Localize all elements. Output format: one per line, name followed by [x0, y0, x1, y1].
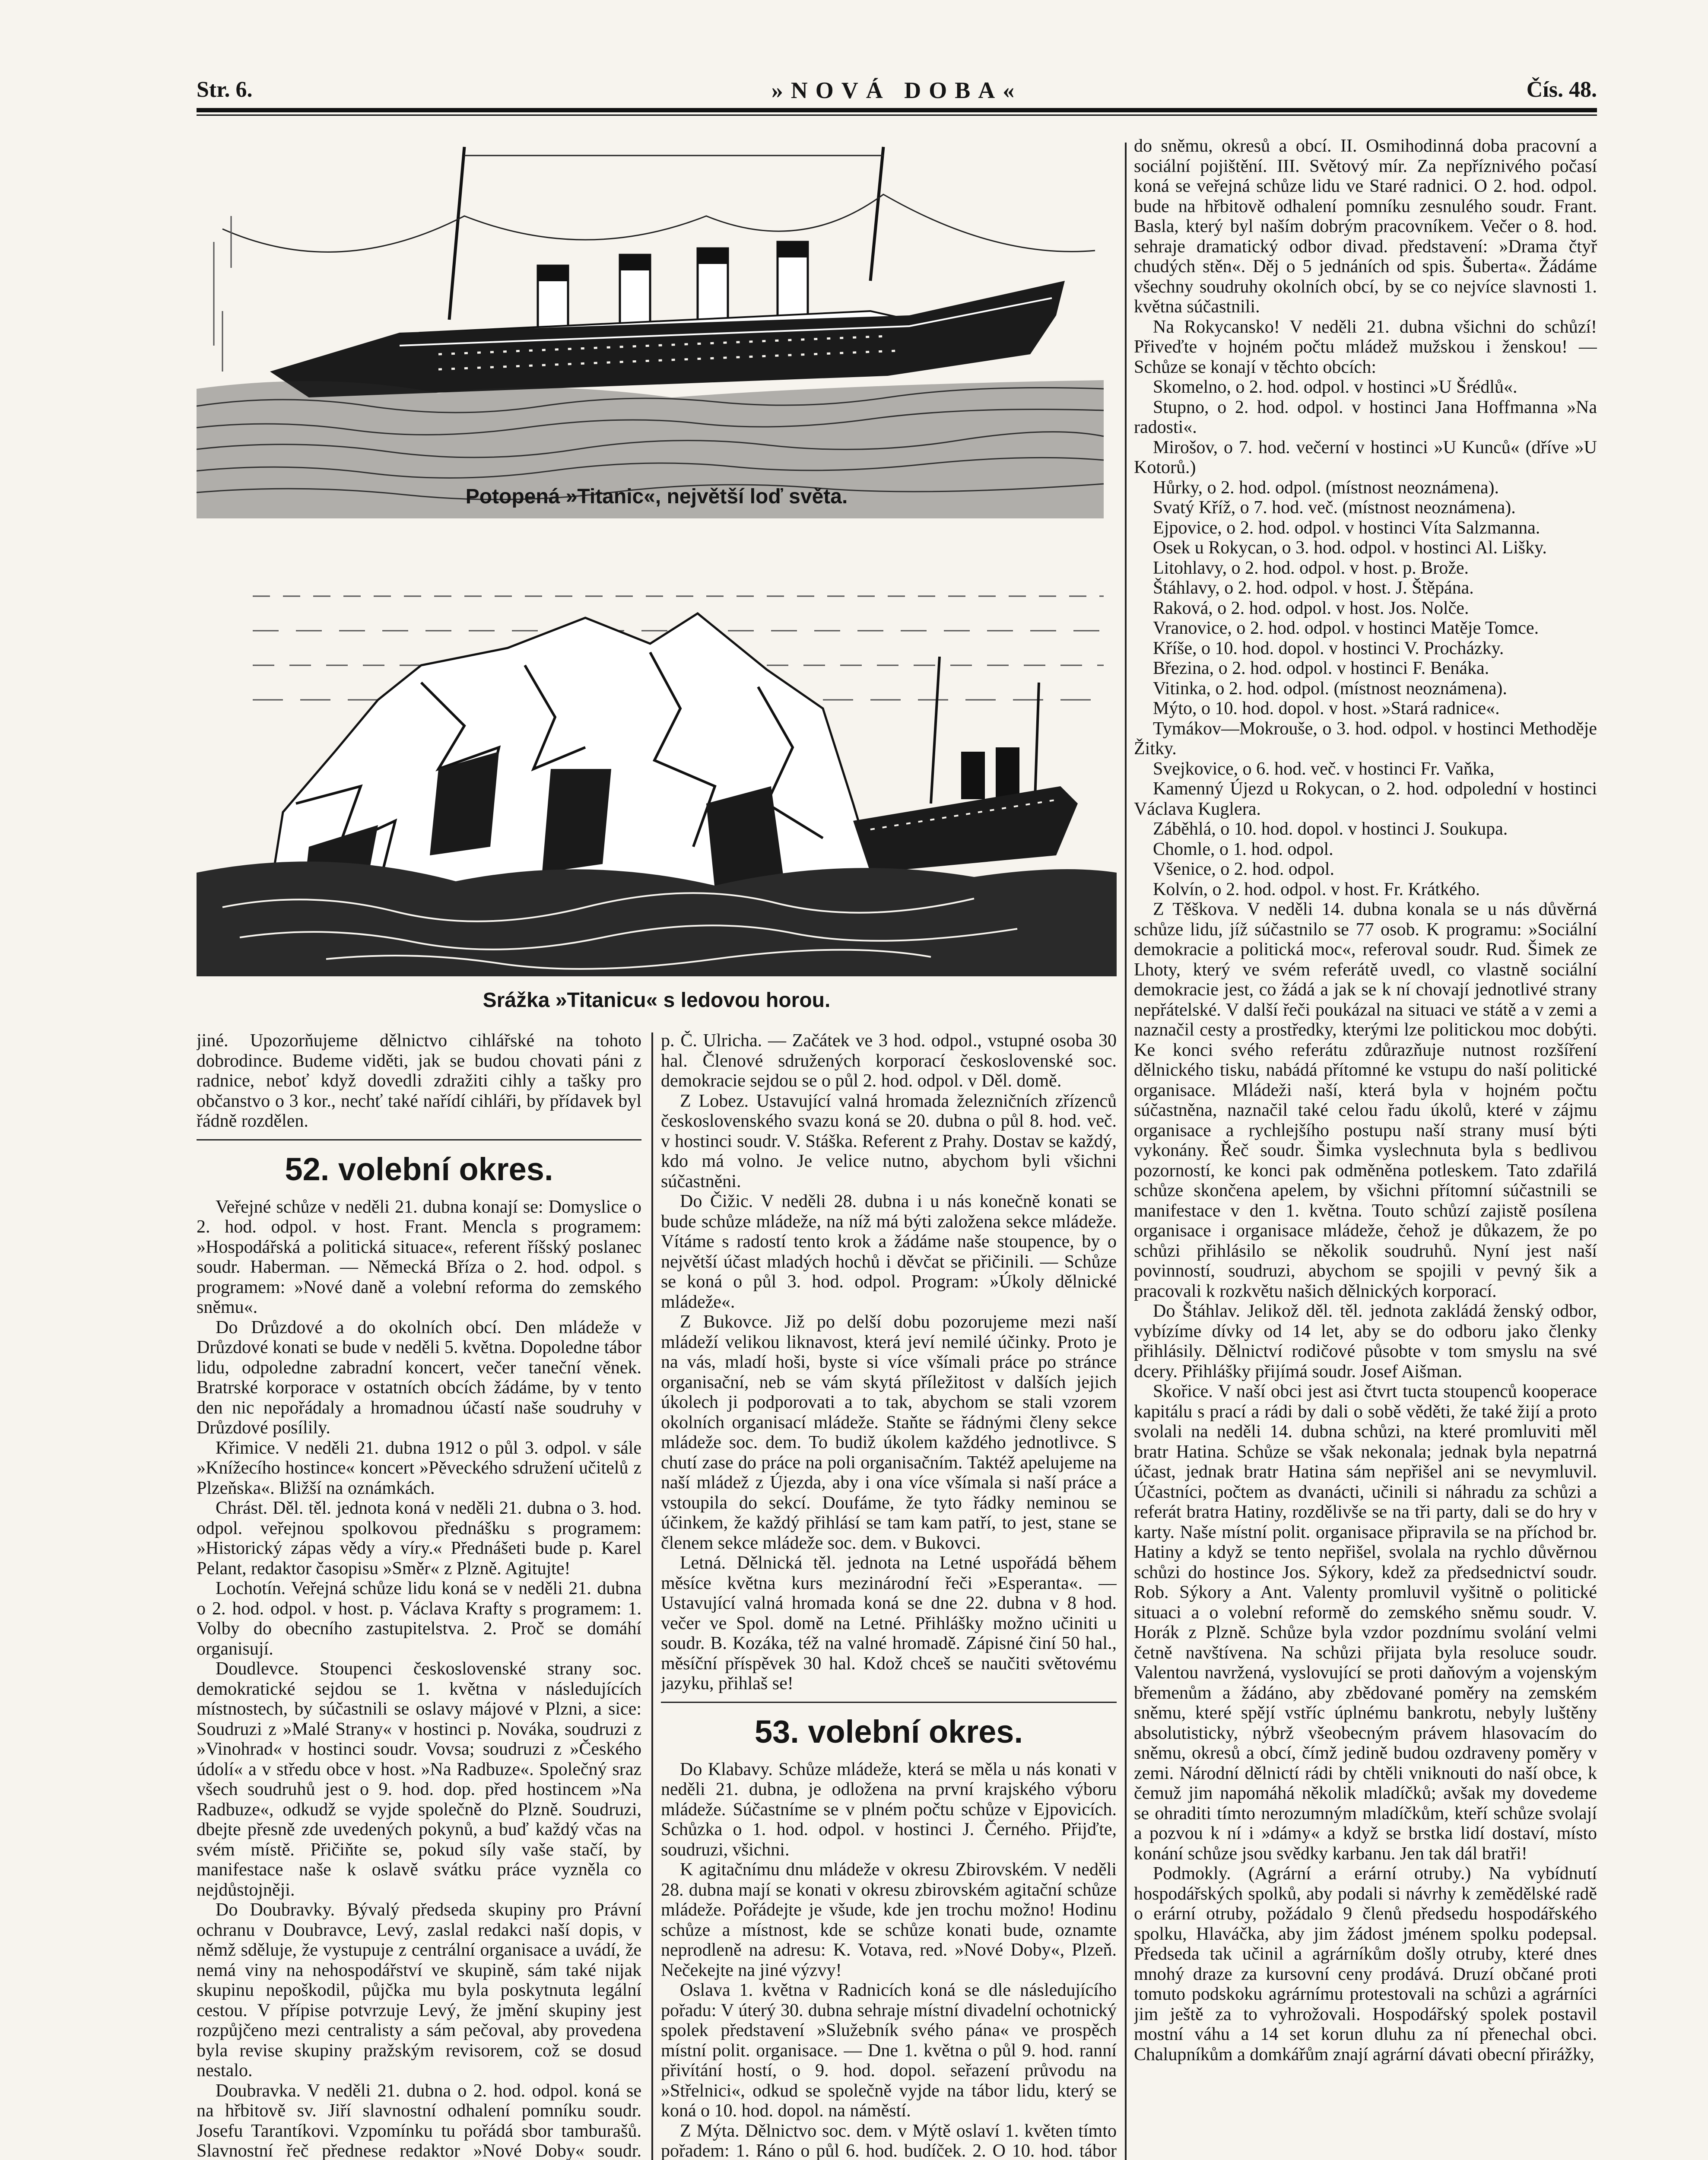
- titanic-ship-drawing: [197, 130, 1117, 518]
- article-continuation: p. Č. Ulricha. — Začátek ve 3 hod. odpol., vstupné osoba 30 hal. Členové sdružených korporací československé soc. demokracie sejdou se o půl 2. hod. odpol. v Děl. domě.: [661, 1031, 1117, 1091]
- iceberg-collision-drawing: [197, 544, 1117, 976]
- meeting-list-item: Kříše, o 10. hod. dopol. v hostinci V. Procházky.: [1153, 638, 1504, 658]
- section-heading-53: 53. volební okres.: [754, 1713, 1023, 1750]
- page-header: [197, 77, 1597, 111]
- meeting-list-item: Svatý Kříž, o 7. hod. več. (místnost neoznámena).: [1153, 498, 1516, 518]
- article-krimice: Křimice. V neděli 21. dubna 1912 o půl 3. odpol. v sále »Knížecího hostince« koncert »Pěveckého sdružení učitelů z Plzeňska«. Bližší na oznámkách.: [197, 1438, 641, 1498]
- meeting-list-item: Mirošov, o 7. hod. večerní v hostinci »U Kunců« (dříve »U Kotorů.): [1134, 437, 1597, 477]
- article-teskov: Z Těškova. V neděli 14. dubna konala se u nás důvěrná schůze lidu, jíž súčastnilo se 77 osob. K programu: »Sociální demokracie a politická moc«, referoval soudr. Rud. Šimek ze Lhoty, který ve svém referátě uvedl, co vlastně sociální demokracie jest, co žádá a jak se k ní chovají jednotlivé strany nepřátelské. V další řeči poukázal na situaci ve státě a v zemi a naznačil cesty a prostředky, kterými lze politickou moc dobýti. Ke konci svého referátu zdůrazňuje nutnost rozšíření dělnického tisku, nabádá přítomné ke vstupu do naší politické organisace. Mládeži naší, která byla v hojném počtu súčastněna, naznačil také celou řadu úkolů, které v zájmu organisace a rychlejšího postupu naší strany musí býti vykonány. Řeč soudr. Šimka vyslechnuta byla s bedlivou pozorností, ke konci pak odměněna potleskem. Tato zdařilá schůze skončena apelem, by všichni přítomní súčastnili se manifestace v den 1. května. Touto schůzí zajistě posílena organisace i organisace mládeže, čehož je důkazem, že po schůzi přihlásilo se několik soudruhů. Nyní jest naší povinností, soudruzi, abychom se spojili v pevný šik a pracovali k rozkvětu našich dělnických korporací.: [1134, 899, 1597, 1301]
- meeting-list-item: Mýto, o 10. hod. dopol. v host. »Stará radnice«.: [1153, 699, 1500, 718]
- article-druzdova: Do Drůzdové a do okolních obcí. Den mládeže v Drůzdové konati se bude v neděli 5. května. Dopoledne tábor lidu, odpoledne zabradní koncert, večer taneční věnek. Bratrské korporace v ostatních obcích žádáme, by v tento den nic nepořádaly a hromadnou účastí naše soudruhy v Drůzdové posílily.: [197, 1317, 641, 1438]
- article-cizic: Do Čižic. V neděli 28. dubna i u nás konečně konati se bude schůze mládeže, na níž má býti založena sekce mládeže. Vítáme s radostí tento krok a žádáme naše stoupence, by o největší účast mladých hochů i děvčat se přičinili. — Schůze se koná o půl 3. hod. odpol. Program: »Úkoly dělnické mládeže«.: [661, 1191, 1117, 1312]
- column-right: [1134, 136, 1597, 2160]
- meeting-list-item: Litohlavy, o 2. hod. odpol. v host. p. Brože.: [1153, 558, 1469, 578]
- article-lochotin: Lochotín. Veřejná schůze lidu koná se v neděli 21. dubna o 2. hod. odpol. v host. p. Václava Krafty s programem: 1. Volby do obecního zastupitelstva. 2. Proč se domáhí organisují.: [197, 1579, 641, 1659]
- page-number: Str. 6.: [197, 77, 253, 102]
- article-klabava: Do Klabavy. Schůze mládeže, která se měla u nás konati v neděli 21. dubna, je odložena na první krajského výboru mládeže. Súčastníme se v plném počtu schůze v Ejpovicích. Schůzka o 1. hod. odpol. v hostinci J. Černého. Přijďte, soudruzi, všichni.: [661, 1759, 1117, 1860]
- article-podmokly: Podmokly. (Agrární a erární otruby.) Na vybídnutí hospodářských spolků, aby podali si návrhy k zemědělské radě o erární otruby, požádalo 9 členů předsedu hospodářského spolku, Hlaváčka, aby jim žádost jménem spolku podepsal. Předseda tak učinil a agrárníkům došly otruby, které dnes mnohý draze za kursovní ceny prodává. Druzí občané proti tomuto podskoku agrárnímu protestovali na schůzi a agrárníci jim ještě za to vyhrožovali. Hospodářský spolek postavil mostní váhu a 14 set korun dluhu za ní přenechal obci. Chalupníkům a domkářům znají agrární dávati obecní přirážky,: [1134, 1864, 1597, 2065]
- article-rokycansko: Na Rokycansko! V neděli 21. dubna všichni do schůzí! Přiveďte v hojném počtu mládež mužskou i ženskou! — Schůze se konají v těchto obcích:: [1134, 317, 1597, 377]
- meeting-list-item: Skomelno, o 2. hod. odpol. v hostinci »U Šrédlů«.: [1153, 377, 1518, 397]
- meeting-list-item: Vranovice, o 2. hod. odpol. v hostinci Matěje Tomce.: [1153, 618, 1539, 638]
- article-letna: Letná. Dělnická těl. jednota na Letné uspořádá během měsíce května kurs mezinárodní řeči »Esperanta«. — Ustavující valná hromada koná se dne 22. dubna v 8 hod. večer ve Spol. domě na Letné. Přihlášky možno učiniti u soudr. B. Kozáka, též na valné hromadě. Zápisné činí 50 hal., měsíční příspěvek 30 hal. Kdož chceš se naučiti světovému jazyku, přihlaš se!: [661, 1553, 1117, 1693]
- meeting-list-item: Všenice, o 2. hod. odpol.: [1153, 859, 1334, 879]
- section-heading-52: 52. volební okres.: [285, 1151, 553, 1187]
- article-lobez: Z Lobez. Ustavující valná hromada železničních zřízenců československého svazu koná se 20. dubna o půl 8. hod. več. v hostinci soudr. V. Stáška. Referent z Prahy. Dostav se každý, kdo má volno. Je velice nutno, abychom byli všichni súčastněni.: [661, 1091, 1117, 1191]
- section-rule: [197, 1139, 641, 1140]
- column-divider-left: [651, 1032, 653, 2160]
- article-do-doubravky: Do Doubravky. Bývalý předseda skupiny pro Právní ochranu v Doubravce, Levý, zaslal redakci naší dopis, v němž sděluje, že vystupuje z centrální organisace a uvádí, že nemá viny na nehospodářství ve skupině, sám také nijak skupinu nepoškodil, půjčka mu byla poskytnuta legální cestou. V přípise potvrzuje Levý, že jmění skupiny jest rozpůjčeno mezi centralisty a sám pečoval, aby provedena byla revise skupiny pražským revisorem, což se dosud nestalo.: [197, 1900, 641, 2081]
- meeting-list-item: Svejkovice, o 6. hod. več. v hostinci Fr. Vaňka,: [1153, 759, 1495, 779]
- meeting-list-item: Raková, o 2. hod. odpol. v host. Jos. Nolče.: [1153, 598, 1469, 618]
- article-myto: Z Mýta. Dělnictvo soc. dem. v Mýtě oslaví 1. květen tímto pořadem: 1. Ráno o půl 6. hod. budíček. 2. O 10. hod. tábor: [661, 2121, 1117, 2160]
- article-stahlavy: Do Štáhlav. Jelikož děl. těl. jednota zakládá ženský odbor, vybízíme dívky od 14 let, aby se do odboru jako členky přihlásily. Dělnictví rodičové působte v tom smyslu na své dcery. Přihlášky přijímá soudr. Josef Aišman.: [1134, 1301, 1597, 1382]
- issue-number: Čís. 48.: [1526, 77, 1597, 102]
- meeting-list-item: Březina, o 2. hod. odpol. v hostinci F. Benáka.: [1153, 658, 1489, 678]
- article-chrast: Chrást. Děl. těl. jednota koná v neděli 21. dubna o 3. hod. odpol. veřejnou spolkovou přednášku s programem: »Historický zápas vědy a víry.« Přednášeti bude p. Karel Pelant, redaktor časopisu »Směr« z Plzně. Agitujte!: [197, 1498, 641, 1579]
- column-divider-right: [1125, 143, 1127, 2160]
- header-rule: [197, 108, 1597, 112]
- column-middle: [661, 1031, 1117, 2160]
- section-rule: [661, 1702, 1117, 1703]
- meeting-list-item: Tymákov—Mokrouše, o 3. hod. odpol. v hostinci Methoděje Žitky.: [1134, 718, 1597, 759]
- article-skorice: Skořice. V naší obci jest asi čtvrt tucta stoupenců kooperace kapitálu s prací a rádi by dali o sobě věděti, že také žijí a proto svolali na neděli 14. dubna schůzi, na které promluviti měl bratr Hatina. Schůze se však nekonala; jednak byla nepatrná účast, jednak bratr Hatina sám nepřišel ani se nevymluvil. Účastníci, počtem as dvanácti, učinili si náhradu za schůzi a referát bratra Hatiny, rozdělivše se na tři party, dali se do hry v karty. Naše místní polit. organisace připravila se na příchod br. Hatiny a když se tento nepřišel, svolala na rychlo důvěrnou schůzi do hostince Jos. Sýkory, kdež za předsednictví soudr. Rob. Sýkory a Ant. Valenty promluvil vyšitně o politické situaci a o volební reformě do zemského sněmu soudr. V. Horák z Plzně. Schůze byla vzdor pozdnímu svolání velmi četně navštívena. Na schůzi přijata byla resoluce soudr. Valentou navržená, vyslovující se proti daňovým a vojenským břemenům a žádáno, aby zbědované poměry na zemském sněmu, které spějí vstříc úplnému bankrotu, nebyly luštěny absolutisticky, nýbrž všeobecným právem hlasovacím do sněmu, okresů a obcí, čímž jedině budou ozdraveny poměry v zemi. Národní dělnictí rádi by chtěli vniknouti do naší obce, k čemuž jim napomáhá několik mladíčků; avšak my dovedeme se ohraditi tímto nerozumným mladíčkům, kteří schůze svolají a pozvou k ní i »dámy« a když se brstka lidí dostaví, místo konání schůze jsou svědky karbanu. Jen tak dál bratři!: [1134, 1382, 1597, 1864]
- article-radnice: Oslava 1. května v Radnicích koná se dle následujícího pořadu: V úterý 30. dubna sehraje místní divadelní ochotnický spolek představení »Služebník svého pána« ve prospěch místní polit. organisace. — Dne 1. května o půl 9. hod. ranní přivítání hostí, o 9. hod. dopol. seřazení průvodu na »Střelnici«, odkud se společně vyjde na tábor lidu, který se koná o 10. hod. dopol. na náměstí.: [661, 1980, 1117, 2121]
- header-rule-thin: [197, 114, 1597, 116]
- newspaper-title: »NOVÁ DOBA«: [771, 77, 1022, 103]
- iceberg-caption: Srážka »Titanicu« s ledovou horou.: [483, 989, 831, 1012]
- meeting-list: [1134, 377, 1597, 899]
- titanic-illustration: [197, 130, 1117, 518]
- meeting-list-item: Kolvín, o 2. hod. odpol. v host. Fr. Krátkého.: [1153, 879, 1480, 899]
- column-left: [197, 1031, 641, 2160]
- meeting-list-item: Štáhlavy, o 2. hod. odpol. v host. J. Štěpána.: [1153, 578, 1474, 598]
- article-verejne-schuze: Veřejné schůze v neděli 21. dubna konají se: Domyslice o 2. hod. odpol. v host. Frant. Mencla s programem: »Hospodářská a politická situace«, referent říšský poslanec soudr. Haberman. — Německá Bříza o 2. hod. odpol. s programem: »Nové daně a volební reforma do zemského sněmu«.: [197, 1197, 641, 1317]
- meeting-list-item: Kamenný Újezd u Rokycan, o 2. hod. odpolední v hostinci Václava Kuglera.: [1134, 779, 1597, 819]
- titanic-caption: Potopená »Titanic«, největší loď světa.: [465, 485, 848, 508]
- meeting-list-item: Stupno, o 2. hod. odpol. v hostinci Jana Hoffmanna »Na radosti«.: [1134, 397, 1597, 437]
- article-continuation: do sněmu, okresů a obcí. II. Osmihodinná doba pracovní a sociální pojištění. III. Světový mír. Za nepříznivého počasí koná se veřejná schůze lidu ve Staré radnici. O 2. hod. odpol. bude na hřbitově odhalení pomníku zesnulého soudr. Frant. Basla, který byl naším dobrým pracovníkem. Večer o 8. hod. sehraje dramatický odbor divad. představení: »Drama čtyř chudých stěn«. Děj o 5 jednáních od spis. Šuberta«. Žádáme všechny soudruhy okolních obcí, by se co nejvíce slavnosti 1. května súčastnili.: [1134, 136, 1597, 317]
- article-doubravka: Doubravka. V neděli 21. dubna o 2. hod. odpol. koná se na hřbitově sv. Jiří slavnostní odhalení pomníku soudr. Josefu Tarantíkovi. Vzpomínku tu pořádá sbor tamburašů. Slavnostní řeč přednese redaktor »Nové Doby« soudr.: [197, 2081, 641, 2160]
- meeting-list-item: Záběhlá, o 10. hod. dopol. v hostinci J. Soukupa.: [1153, 819, 1508, 839]
- meeting-list-item: Ejpovice, o 2. hod. odpol. v hostinci Víta Salzmanna.: [1153, 518, 1540, 538]
- intro-paragraph: jiné. Upozorňujeme dělnictvo cihlářské na tohoto dobrodince. Budeme viděti, jak se budou chovati páni z radnice, neboť když dovedli zdražiti cihly a tašky pro občanstvo o 3 kor., nechť také nařídí cihláři, by přídavek byl řádně rozdělen.: [197, 1031, 641, 1131]
- meeting-list-item: Vitinka, o 2. hod. odpol. (místnost neoznámena).: [1153, 678, 1507, 699]
- iceberg-illustration: [197, 544, 1117, 976]
- article-doudlevce: Doudlevce. Stoupenci československé strany soc. demokratické sejdou se 1. května v následujících místnostech, by súčastnili se oslavy májové v Plzni, a sice: Soudruzi z »Malé Strany« v hostinci p. Nováka, soudruzi z »Vinohrad« v hostinci soudr. Vovsa; soudruzi z »Českého údolí« a v středu obce v host. »Na Radbuze«. Společný sraz všech soudruhů jest o 9. hod. dop. před hostincem »Na Radbuze«, odkudž se vyjde společně do Plzně. Soudruzi, dbejte přesně zde uvedených pokynů, a buď každý včas na svém místě. Přičiňte se, pokud síly vaše stačí, by manifestace naše k oslavě svátku práce vyzněla co nejdůstojněji.: [197, 1659, 641, 1900]
- article-bukovec: Z Bukovce. Již po delší dobu pozorujeme mezi naší mládeží velikou liknavost, která jeví nemilé účinky. Proto je na vás, mladí hoši, byste si více všímali práce po stránce organisační, neb se vám skytá příležitost v dalších jejich úkolech ji podporovati a to tak, abychom se stali vzorem okolních organisací mládeže. Staňte se řádnými členy sekce mládeže soc. dem. To budiž úkolem každého jednotlivce. S chutí zase do práce na poli organisačním. Taktéž apelujeme na naší mládež z Újezda, aby i ona více všímala si naší práce a vstoupila do sekcí. Doufáme, že tyto řádky neminou se účinkem, že každý přihlásí se tam kam patří, to jest, stane se členem sekce mládeže soc. dem. v Bukovci.: [661, 1312, 1117, 1553]
- article-zbirov-agitace: K agitačnímu dnu mládeže v okresu Zbirovském. V neděli 28. dubna mají se konati v okresu zbirovském agitační schůze mládeže. Pořádejte je všude, kde jen trochu možno! Hodinu schůze a místnost, kde se schůze konati bude, oznamte neprodleně na adresu: K. Votava, red. »Nové Doby«, Plzeň. Nečekejte na jiné výzvy!: [661, 1860, 1117, 1980]
- meeting-list-item: Osek u Rokycan, o 3. hod. odpol. v hostinci Al. Lišky.: [1153, 538, 1547, 558]
- meeting-list-item: Chomle, o 1. hod. odpol.: [1153, 839, 1333, 859]
- meeting-list-item: Hůrky, o 2. hod. odpol. (místnost neoznámena).: [1153, 477, 1499, 498]
